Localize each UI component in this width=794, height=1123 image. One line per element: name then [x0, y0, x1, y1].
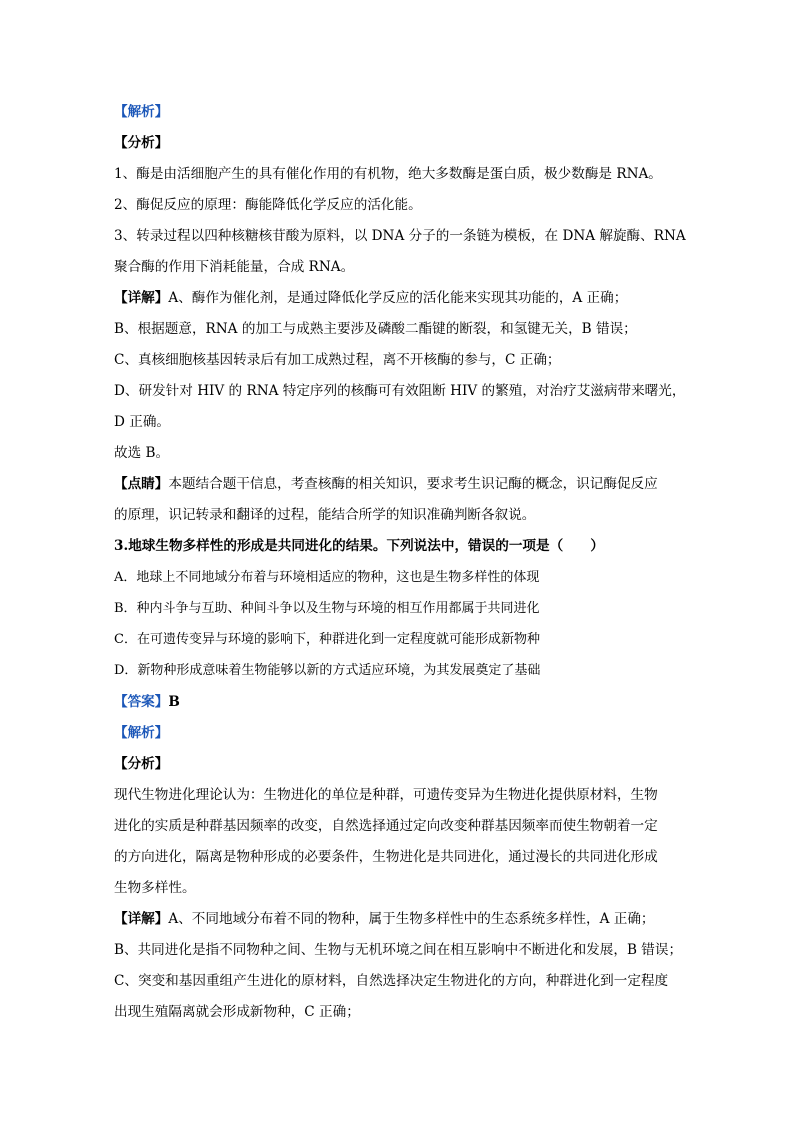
analysis-line: 生物多样性。: [114, 880, 196, 896]
detail-line: B、共同进化是指不同物种之间、生物与无机环境之间在相互影响中不断进化和发展，B 错误；: [114, 942, 683, 958]
analysis-line: 现代生物进化理论认为：生物进化的单位是种群，可遗传变异为生物进化提供原材料，生物: [114, 787, 658, 803]
answer-heading: 【答案】: [114, 694, 169, 710]
analysis-heading: 【解析】: [114, 725, 169, 741]
option-a: A．地球上不同地域分布着与环境相适应的物种，这也是生物多样性的体现: [114, 570, 540, 585]
analysis-line: 1、酶是由活细胞产生的具有催化作用的有机物，绝大多数酶是蛋白质，极少数酶是 RNA。: [114, 166, 662, 182]
analysis-line: 2、酶促反应的原理：酶能降低化学反应的活化能。: [114, 197, 422, 213]
analysis-line: 的方向进化，隔离是物种形成的必要条件，生物进化是共同进化，通过漫长的共同进化形成: [114, 849, 658, 865]
analysis-line: 进化的实质是种群基因频率的改变，自然选择通过定向改变种群基因频率而使生物朝着一定: [114, 818, 658, 834]
option-d: D．新物种形成意味着生物能够以新的方式适应环境，为其发展奠定了基础: [114, 663, 541, 678]
detail-heading: 【详解】: [114, 290, 169, 306]
detail-line: C、突变和基因重组产生进化的原材料，自然选择决定生物进化的方向，种群进化到一定程度: [114, 973, 669, 989]
tip-line: 的原理，识记转录和翻译的过程，能结合所学的知识准确判断各叙说。: [114, 507, 536, 523]
detail-line: D 正确。: [114, 414, 171, 430]
conclusion-line: 故选 B。: [114, 445, 170, 461]
detail-text: A、酶作为催化剂，是通过降低化学反应的活化能来实现其功能的，A 正确；: [168, 290, 628, 306]
analysis-heading: 【解析】: [114, 104, 169, 120]
detail-line: C、真核细胞核基因转录后有加工成熟过程，离不开核酶的参与，C 正确；: [114, 352, 561, 368]
detail-line: D、研发针对 HIV 的 RNA 特定序列的核酶可有效阻断 HIV 的繁殖，对治疗艾滋病带来曙光，: [114, 383, 686, 399]
tip-heading: 【点睛】: [114, 476, 169, 492]
breakdown-heading: 【分析】: [114, 756, 169, 772]
question-stem: 3.地球生物多样性的形成是共同进化的结果。下列说法中，错误的一项是（ ）: [114, 538, 604, 554]
detail-heading: 【详解】: [114, 911, 169, 927]
analysis-line: 聚合酶的作用下消耗能量，合成 RNA。: [114, 259, 355, 275]
tip-line: [114, 474, 694, 494]
detail-line: [114, 288, 694, 308]
option-c: C．在可遗传变异与环境的影响下，种群进化到一定程度就可能形成新物种: [114, 632, 540, 647]
detail-line: B、根据题意，RNA 的加工与成熟主要涉及磷酸二酯键的断裂，和氢键无关，B 错误；: [114, 321, 637, 337]
answer-line: [114, 692, 694, 712]
answer-value: B: [168, 694, 180, 710]
tip-text: 本题结合题干信息，考查核酶的相关知识，要求考生识记酶的概念，识记酶促反应: [168, 476, 658, 492]
option-b: B．种内斗争与互助、种间斗争以及生物与环境的相互作用都属于共同进化: [114, 601, 540, 616]
detail-text: A、不同地域分布着不同的物种，属于生物多样性中的生态系统多样性，A 正确；: [168, 911, 655, 927]
analysis-line: 3、转录过程以四种核糖核苷酸为原料，以 DNA 分子的一条链为模板，在 DNA 解旋酶、RNA: [114, 228, 686, 244]
detail-line: [114, 909, 694, 929]
breakdown-heading: 【分析】: [114, 135, 169, 151]
detail-line: 出现生殖隔离就会形成新物种，C 正确；: [114, 1004, 360, 1020]
